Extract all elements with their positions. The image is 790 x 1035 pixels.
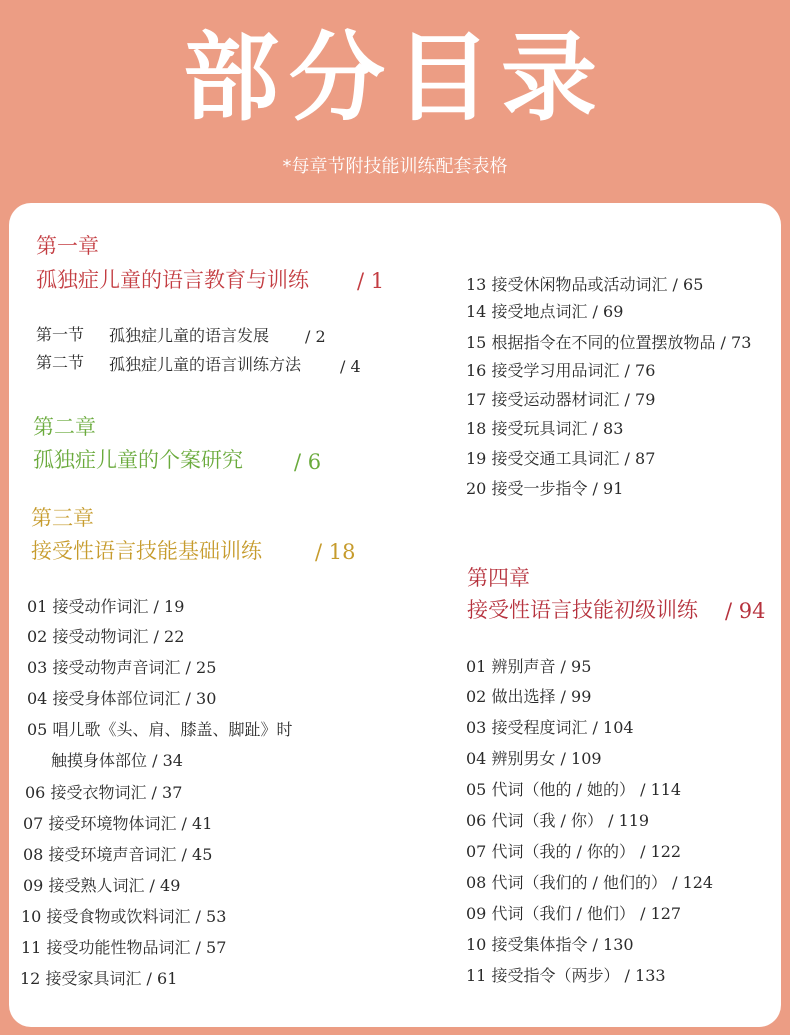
list-item: 20 接受一步指令 / 91: [466, 479, 624, 498]
list-item: 16 接受学习用品词汇 / 76: [466, 361, 656, 380]
list-item: 19 接受交通工具词汇 / 87: [466, 449, 656, 468]
chapter-2-title: 孤独症儿童的个案研究: [33, 448, 243, 472]
list-item: 03 接受程度词汇 / 104: [466, 718, 634, 737]
page-subtitle: *每章节附技能训练配套表格: [282, 156, 508, 177]
list-item: 09 代词（我们 / 他们） / 127: [466, 904, 682, 923]
chapter-2-page: / 6: [294, 450, 322, 474]
list-item: 05 唱儿歌《头、肩、膝盖、脚趾》时: [27, 720, 293, 739]
list-item: 01 接受动作词汇 / 19: [27, 597, 185, 616]
list-item: 12 接受家具词汇 / 61: [20, 969, 178, 988]
section-1-page: / 2: [305, 327, 326, 346]
list-item: 08 接受环境声音词汇 / 45: [23, 845, 213, 864]
list-item: 07 接受环境物体词汇 / 41: [23, 814, 213, 833]
list-item: 09 接受熟人词汇 / 49: [23, 876, 181, 895]
chapter-1-label: 第一章: [36, 234, 99, 258]
list-item: 03 接受动物声音词汇 / 25: [27, 658, 217, 677]
chapter-2-label: 第二章: [33, 415, 96, 439]
list-item: 04 辨别男女 / 109: [466, 749, 602, 768]
chapter-4-title: 接受性语言技能初级训练: [467, 598, 698, 622]
list-item: 触摸身体部位 / 34: [51, 751, 183, 770]
list-item: 10 接受集体指令 / 130: [466, 935, 634, 954]
section-2-title: 孤独症儿童的语言训练方法: [109, 355, 302, 374]
section-2-label: 第二节: [36, 353, 85, 372]
list-item: 13 接受休闲物品或活动词汇 / 65: [466, 275, 704, 294]
list-item: 17 接受运动器材词汇 / 79: [466, 390, 656, 409]
list-item: 08 代词（我们的 / 他们的） / 124: [466, 873, 714, 892]
chapter-3-label: 第三章: [31, 506, 94, 530]
list-item: 04 接受身体部位词汇 / 30: [27, 689, 217, 708]
list-item: 10 接受食物或饮料词汇 / 53: [21, 907, 227, 926]
chapter-3-page: / 18: [315, 540, 356, 564]
list-item: 14 接受地点词汇 / 69: [466, 302, 624, 321]
list-item: 11 接受功能性物品词汇 / 57: [21, 938, 227, 957]
section-2-page: / 4: [340, 357, 361, 376]
list-item: 02 接受动物词汇 / 22: [27, 627, 185, 646]
list-item: 05 代词（他的 / 她的） / 114: [466, 780, 682, 799]
chapter-1-title: 孤独症儿童的语言教育与训练: [36, 268, 309, 292]
list-item: 15 根据指令在不同的位置摆放物品 / 73: [466, 333, 752, 352]
chapter-1-page: / 1: [357, 269, 385, 293]
toc-card: [9, 203, 781, 1027]
chapter-4-page: / 94: [725, 599, 766, 623]
section-1-title: 孤独症儿童的语言发展: [109, 326, 270, 345]
list-item: 07 代词（我的 / 你的） / 122: [466, 842, 682, 861]
page-title: 部分目录: [183, 22, 607, 134]
chapter-4-label: 第四章: [467, 566, 530, 590]
list-item: 06 代词（我 / 你） / 119: [466, 811, 650, 830]
list-item: 01 辨别声音 / 95: [466, 657, 592, 676]
list-item: 02 做出选择 / 99: [466, 687, 592, 706]
chapter-3-title: 接受性语言技能基础训练: [31, 539, 262, 563]
list-item: 06 接受衣物词汇 / 37: [25, 783, 183, 802]
section-1-label: 第一节: [36, 325, 85, 344]
list-item: 11 接受指令（两步） / 133: [466, 966, 666, 985]
list-item: 18 接受玩具词汇 / 83: [466, 419, 624, 438]
